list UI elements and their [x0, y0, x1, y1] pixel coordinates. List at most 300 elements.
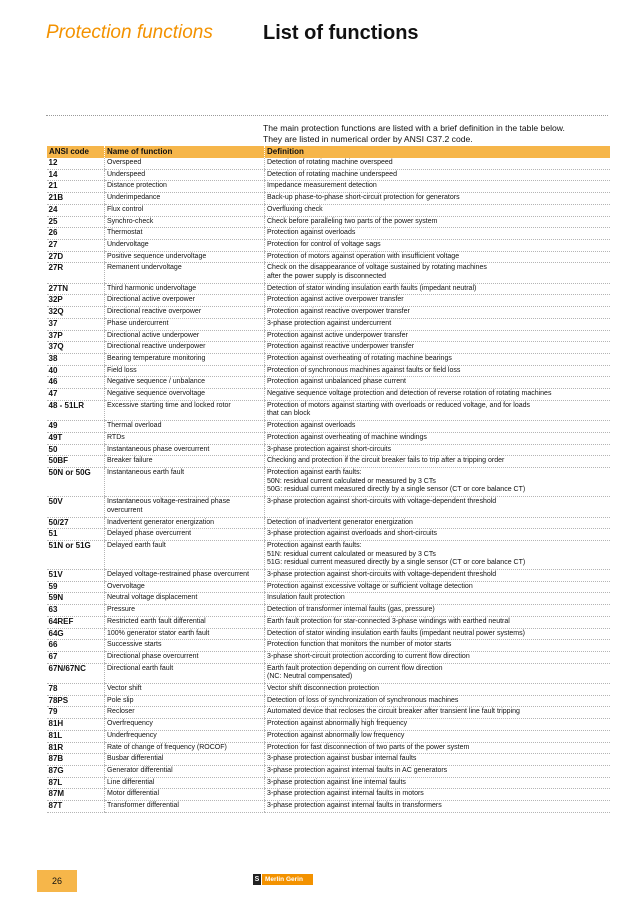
definition-line: Vector shift disconnection protection [267, 685, 380, 693]
ansi-code-cell: 50 [47, 444, 105, 456]
function-name-cell [105, 570, 265, 582]
function-name-line: Neutral voltage displacement [107, 594, 198, 602]
function-name-cell [105, 695, 265, 707]
definition-line: Protection against overloads [267, 422, 356, 430]
function-name-cell [105, 400, 265, 420]
definition-line: Protection against reactive underpower transfer [267, 343, 415, 351]
definition-line: Back-up phase-to-phase short-circuit protection for generators [267, 194, 460, 202]
definition-line: Detection of stator winding insulation earth faults (impedant neutral) [267, 284, 477, 292]
function-name-cell [105, 228, 265, 240]
ansi-code-cell: 27R [47, 263, 105, 283]
function-name-line: Underfrequency [107, 731, 157, 739]
function-name-cell [105, 707, 265, 719]
table-row [47, 695, 610, 707]
page-number: 26 [37, 870, 77, 892]
definition-line: Negative sequence voltage protection and detection of reverse rotation of rotating machines [267, 390, 552, 398]
definition-cell [265, 570, 610, 582]
definition-line: 3-phase protection against internal faults in transformers [267, 802, 442, 810]
function-name-cell [105, 295, 265, 307]
table-row [47, 389, 610, 401]
ansi-code-cell: 87G [47, 765, 105, 777]
definition-line: Protection against active underpower transfer [267, 331, 408, 339]
definition-cell [265, 204, 610, 216]
ansi-code-cell: 24 [47, 204, 105, 216]
function-name-line: Delayed phase overcurrent [107, 530, 192, 538]
function-name-cell [105, 263, 265, 283]
definition-cell [265, 365, 610, 377]
ansi-code-cell: 87B [47, 754, 105, 766]
definition-cell [265, 251, 610, 263]
table-row [47, 251, 610, 263]
definition-line: Detection of rotating machine underspeed [267, 170, 397, 178]
functions-table [46, 146, 610, 813]
definition-line: 3-phase protection against overloads and short-circuits [267, 530, 438, 538]
function-name-line: Delayed earth fault [107, 541, 166, 549]
definition-cell [265, 801, 610, 813]
ansi-code-cell: 81R [47, 742, 105, 754]
ansi-code-cell: 64G [47, 628, 105, 640]
function-name-line: Line differential [107, 778, 155, 786]
function-name-line: Delayed voltage-restrained phase overcurrent [107, 571, 250, 579]
table-row [47, 593, 610, 605]
function-name-line: Overvoltage [107, 582, 145, 590]
ansi-code-cell: 64REF [47, 616, 105, 628]
function-name-line: Instantaneous voltage-restrained phase [107, 498, 230, 506]
definition-cell [265, 283, 610, 295]
definition-line: Protection against overheating of machine windings [267, 433, 427, 441]
definition-line: 50N: residual current calculated or measured by 3 CTs [267, 477, 436, 485]
table-row [47, 263, 610, 283]
ansi-code-cell: 26 [47, 228, 105, 240]
function-name-cell [105, 342, 265, 354]
definition-line: Protection against active overpower transfer [267, 296, 404, 304]
table-row [47, 497, 610, 517]
function-name-line: Breaker failure [107, 457, 153, 465]
function-name-cell [105, 377, 265, 389]
definition-cell [265, 444, 610, 456]
definition-line: Protection for fast disconnection of two parts of the power system [267, 743, 470, 751]
function-name-cell [105, 628, 265, 640]
ansi-code-cell: 81H [47, 719, 105, 731]
ansi-code-cell: 50BF [47, 456, 105, 468]
table-row [47, 330, 610, 342]
function-name-cell [105, 777, 265, 789]
function-name-line: Phase undercurrent [107, 319, 169, 327]
definition-line: Insulation fault protection [267, 594, 345, 602]
table-row [47, 628, 610, 640]
function-name-cell [105, 444, 265, 456]
ansi-code-cell: 50N or 50G [47, 467, 105, 496]
function-name-cell [105, 581, 265, 593]
table-row [47, 529, 610, 541]
definition-cell [265, 228, 610, 240]
table-row [47, 570, 610, 582]
table-body [47, 158, 610, 812]
function-name-cell [105, 730, 265, 742]
function-name-line: Directional earth fault [107, 664, 174, 672]
function-name-cell [105, 353, 265, 365]
ansi-code-cell: 37Q [47, 342, 105, 354]
definition-cell [265, 377, 610, 389]
function-name-line: 100% generator stator earth fault [107, 629, 210, 637]
table-row [47, 517, 610, 529]
definition-cell [265, 777, 610, 789]
schneider-logo-icon: S [254, 876, 260, 883]
function-name-cell [105, 181, 265, 193]
function-name-line: overcurrent [107, 506, 143, 514]
function-name-cell [105, 389, 265, 401]
table-row [47, 283, 610, 295]
definition-line: 3-phase short-circuit protection according to current flow direction [267, 652, 470, 660]
ansi-code-cell: 27TN [47, 283, 105, 295]
function-name-line: Directional reactive overpower [107, 308, 202, 316]
definition-cell [265, 318, 610, 330]
table-row [47, 777, 610, 789]
divider [46, 115, 608, 116]
definition-cell [265, 754, 610, 766]
table-row [47, 456, 610, 468]
function-name-cell [105, 754, 265, 766]
definition-line: Protection against reactive overpower transfer [267, 308, 410, 316]
function-name-line: Directional active underpower [107, 331, 200, 339]
definition-cell [265, 216, 610, 228]
definition-cell [265, 707, 610, 719]
definition-cell [265, 593, 610, 605]
definition-line: 3-phase protection against internal faults in motors [267, 790, 424, 798]
definition-cell [265, 640, 610, 652]
function-name-line: RTDs [107, 433, 125, 441]
definition-line: Protection against earth faults: [267, 468, 362, 476]
ansi-code-cell: 14 [47, 169, 105, 181]
definition-cell [265, 342, 610, 354]
function-name-line: Inadvertent generator energization [107, 518, 215, 526]
function-name-cell [105, 169, 265, 181]
definition-cell [265, 651, 610, 663]
table-row [47, 400, 610, 420]
definition-cell [265, 295, 610, 307]
ansi-code-cell: 50V [47, 497, 105, 517]
table-row [47, 193, 610, 205]
definition-cell [265, 330, 610, 342]
table-row [47, 365, 610, 377]
function-name-cell [105, 497, 265, 517]
table-row [47, 432, 610, 444]
definition-cell [265, 765, 610, 777]
definition-cell [265, 517, 610, 529]
definition-cell [265, 181, 610, 193]
ansi-code-cell: 63 [47, 605, 105, 617]
header-ansi-code: ANSI code [47, 146, 105, 158]
function-name-cell [105, 193, 265, 205]
definition-line: Overfluxing check [267, 205, 323, 213]
definition-line: Earth fault protection for star-connected 3-phase windings with earthed neutral [267, 617, 510, 625]
function-name-line: Thermal overload [107, 422, 162, 430]
function-name-line: Instantaneous phase overcurrent [107, 445, 210, 453]
ansi-code-cell: 51 [47, 529, 105, 541]
function-name-cell [105, 251, 265, 263]
table-row [47, 765, 610, 777]
ansi-code-cell: 49T [47, 432, 105, 444]
definition-line: Protection against abnormally low frequency [267, 731, 405, 739]
function-name-line: Negative sequence overvoltage [107, 390, 206, 398]
function-name-cell [105, 789, 265, 801]
ansi-code-cell: 51V [47, 570, 105, 582]
ansi-code-cell: 21 [47, 181, 105, 193]
ansi-code-cell: 48 - 51LR [47, 400, 105, 420]
function-name-cell [105, 684, 265, 696]
definition-cell [265, 193, 610, 205]
function-name-cell [105, 216, 265, 228]
definition-cell [265, 389, 610, 401]
table-row [47, 228, 610, 240]
definition-line: Check on the disappearance of voltage sustained by rotating machines [267, 264, 487, 272]
ansi-code-cell: 50/27 [47, 517, 105, 529]
function-name-cell [105, 456, 265, 468]
function-name-cell [105, 432, 265, 444]
table-row [47, 216, 610, 228]
function-name-line: Overfrequency [107, 720, 153, 728]
table-row [47, 730, 610, 742]
definition-line: Protection of synchronous machines against faults or field loss [267, 366, 461, 374]
ansi-code-cell: 87M [47, 789, 105, 801]
definition-line: Protection against overheating of rotating machine bearings [267, 354, 452, 362]
function-name-cell [105, 651, 265, 663]
ansi-code-cell: 38 [47, 353, 105, 365]
definition-cell [265, 529, 610, 541]
ansi-code-cell: 27D [47, 251, 105, 263]
function-name-cell [105, 365, 265, 377]
table-row [47, 295, 610, 307]
definition-cell [265, 497, 610, 517]
table-row [47, 421, 610, 433]
definition-cell [265, 628, 610, 640]
ansi-code-cell: 87T [47, 801, 105, 813]
definition-line: Impedance measurement detection [267, 182, 377, 190]
ansi-code-cell: 37P [47, 330, 105, 342]
table-row [47, 640, 610, 652]
function-name-line: Pole slip [107, 696, 134, 704]
definition-cell [265, 263, 610, 283]
table-row [47, 158, 610, 169]
definition-line: 51G: residual current measured directly by a single sensor (CT or core balance CT) [267, 559, 526, 567]
definition-cell [265, 421, 610, 433]
table-row [47, 540, 610, 569]
definition-cell [265, 581, 610, 593]
function-name-line: Directional phase overcurrent [107, 652, 199, 660]
function-name-line: Recloser [107, 708, 135, 716]
function-name-line: Transformer differential [107, 802, 179, 810]
definition-line: Protection for control of voltage sags [267, 240, 381, 248]
function-name-cell [105, 239, 265, 251]
function-name-cell [105, 529, 265, 541]
ansi-code-cell: 79 [47, 707, 105, 719]
function-name-cell [105, 663, 265, 683]
ansi-code-cell: 51N or 51G [47, 540, 105, 569]
definition-line: 3-phase protection against busbar internal faults [267, 755, 417, 763]
definition-line: 3-phase protection against short-circuits [267, 445, 392, 453]
definition-cell [265, 540, 610, 569]
table-row [47, 467, 610, 496]
function-name-cell [105, 719, 265, 731]
ansi-code-cell: 59 [47, 581, 105, 593]
ansi-code-cell: 21B [47, 193, 105, 205]
function-name-line: Restricted earth fault differential [107, 617, 206, 625]
definition-cell [265, 789, 610, 801]
function-name-line: Distance protection [107, 182, 167, 190]
table-header-row [47, 146, 610, 158]
definition-cell [265, 616, 610, 628]
function-name-line: Underspeed [107, 170, 146, 178]
function-name-cell [105, 540, 265, 569]
function-name-line: Flux control [107, 205, 144, 213]
ansi-code-cell: 66 [47, 640, 105, 652]
table-row [47, 754, 610, 766]
ansi-code-cell: 32Q [47, 307, 105, 319]
table-row [47, 789, 610, 801]
definition-cell [265, 467, 610, 496]
definition-line: that can block [267, 410, 311, 418]
definition-line: Protection against earth faults: [267, 541, 362, 549]
function-name-cell [105, 765, 265, 777]
definition-cell [265, 169, 610, 181]
definition-line: 3-phase protection against undercurrent [267, 319, 392, 327]
table-row [47, 444, 610, 456]
function-name-line: Successive starts [107, 641, 162, 649]
definition-line: Detection of rotating machine overspeed [267, 159, 393, 166]
definition-line: Protection of motors against operation with insufficient voltage [267, 252, 460, 260]
function-name-line: Directional reactive underpower [107, 343, 206, 351]
definition-line: Automated device that recloses the circuit breaker after transient line fault tripping [267, 708, 520, 716]
function-name-line: Instantaneous earth fault [107, 468, 185, 476]
ansi-code-cell: 37 [47, 318, 105, 330]
ansi-code-cell: 46 [47, 377, 105, 389]
table-row [47, 169, 610, 181]
function-name-line: Directional active overpower [107, 296, 195, 304]
table-row [47, 204, 610, 216]
function-name-line: Negative sequence / unbalance [107, 378, 206, 386]
function-name-cell [105, 616, 265, 628]
definition-cell [265, 239, 610, 251]
ansi-code-cell: 78 [47, 684, 105, 696]
function-name-line: Busbar differential [107, 755, 164, 763]
definition-cell [265, 742, 610, 754]
function-name-cell [105, 318, 265, 330]
function-name-line: Third harmonic undervoltage [107, 284, 197, 292]
ansi-code-cell: 67 [47, 651, 105, 663]
table-row [47, 684, 610, 696]
table-row [47, 605, 610, 617]
ansi-code-cell: 87L [47, 777, 105, 789]
definition-cell [265, 719, 610, 731]
table-row [47, 707, 610, 719]
definition-line: Detection of transformer internal faults (gas, pressure) [267, 606, 435, 614]
table-row [47, 616, 610, 628]
table-row [47, 663, 610, 683]
table-row [47, 318, 610, 330]
function-name-line: Synchro-check [107, 217, 154, 225]
definition-line: Protection against excessive voltage or sufficient voltage detection [267, 582, 473, 590]
definition-line: Protection of motors against starting with overloads or reduced voltage, and for loads [267, 401, 531, 409]
function-name-line: Generator differential [107, 766, 173, 774]
definition-cell [265, 400, 610, 420]
function-name-cell [105, 283, 265, 295]
definition-cell [265, 663, 610, 683]
definition-line: Protection against unbalanced phase current [267, 378, 406, 386]
header-definition: Definition [265, 146, 610, 158]
definition-line: Protection against abnormally high frequency [267, 720, 408, 728]
definition-line: 50G: residual current measured directly by a single sensor (CT or core balance CT) [267, 486, 526, 494]
logo-text: Merlin Gerin [262, 874, 313, 885]
definition-line: after the power supply is disconnected [267, 273, 387, 281]
function-name-line: Vector shift [107, 685, 142, 693]
ansi-code-cell: 27 [47, 239, 105, 251]
function-name-line: Pressure [107, 606, 136, 614]
definition-line: 3-phase protection against short-circuits with voltage-dependent threshold [267, 498, 497, 506]
function-name-line: Undervoltage [107, 240, 149, 248]
definition-cell [265, 684, 610, 696]
definition-cell [265, 605, 610, 617]
definition-line: Checking and protection if the circuit breaker fails to trip after a tripping order [267, 457, 505, 465]
ansi-code-cell: 67N/67NC [47, 663, 105, 683]
definition-cell [265, 158, 610, 169]
table-row [47, 353, 610, 365]
table-row [47, 719, 610, 731]
function-name-cell [105, 605, 265, 617]
definition-cell [265, 695, 610, 707]
function-name-line: Bearing temperature monitoring [107, 354, 206, 362]
function-name-line: Overspeed [107, 159, 142, 166]
definition-line: Detection of stator winding insulation earth faults (impedant neutral power systems) [267, 629, 525, 637]
ansi-code-cell: 81L [47, 730, 105, 742]
function-name-line: Thermostat [107, 229, 143, 237]
table-row [47, 181, 610, 193]
intro-line: They are listed in numerical order by ANSI C37.2 code. [263, 133, 473, 144]
function-name-cell [105, 640, 265, 652]
function-name-cell [105, 204, 265, 216]
definition-line: Protection against overloads [267, 229, 356, 237]
function-name-cell [105, 158, 265, 169]
table-row [47, 581, 610, 593]
function-name-line: Positive sequence undervoltage [107, 252, 207, 260]
function-name-cell [105, 801, 265, 813]
definition-line: Earth fault protection depending on current flow direction [267, 664, 443, 672]
table-row [47, 307, 610, 319]
function-name-cell [105, 742, 265, 754]
function-name-line: Field loss [107, 366, 137, 374]
table-row [47, 651, 610, 663]
definition-line: 3-phase protection against short-circuits with voltage-dependent threshold [267, 571, 497, 579]
function-name-line: Rate of change of frequency (ROCOF) [107, 743, 227, 751]
function-name-line: Excessive starting time and locked rotor [107, 401, 231, 409]
definition-line: Detection of loss of synchronization of synchronous machines [267, 696, 459, 704]
definition-line: (NC: Neutral compensated) [267, 673, 353, 681]
function-name-cell [105, 307, 265, 319]
section-title: Protection functions [46, 22, 213, 43]
header-name-of-function: Name of function [105, 146, 265, 158]
function-name-line: Motor differential [107, 790, 160, 798]
page-title: List of functions [263, 22, 419, 44]
ansi-code-cell: 32P [47, 295, 105, 307]
ansi-code-cell: 47 [47, 389, 105, 401]
ansi-code-cell: 25 [47, 216, 105, 228]
function-name-line: Remanent undervoltage [107, 264, 182, 272]
function-name-cell [105, 330, 265, 342]
ansi-code-cell: 78PS [47, 695, 105, 707]
definition-cell [265, 730, 610, 742]
merlin-gerin-logo [253, 874, 313, 885]
ansi-code-cell: 49 [47, 421, 105, 433]
definition-line: 3-phase protection against line internal faults [267, 778, 406, 786]
